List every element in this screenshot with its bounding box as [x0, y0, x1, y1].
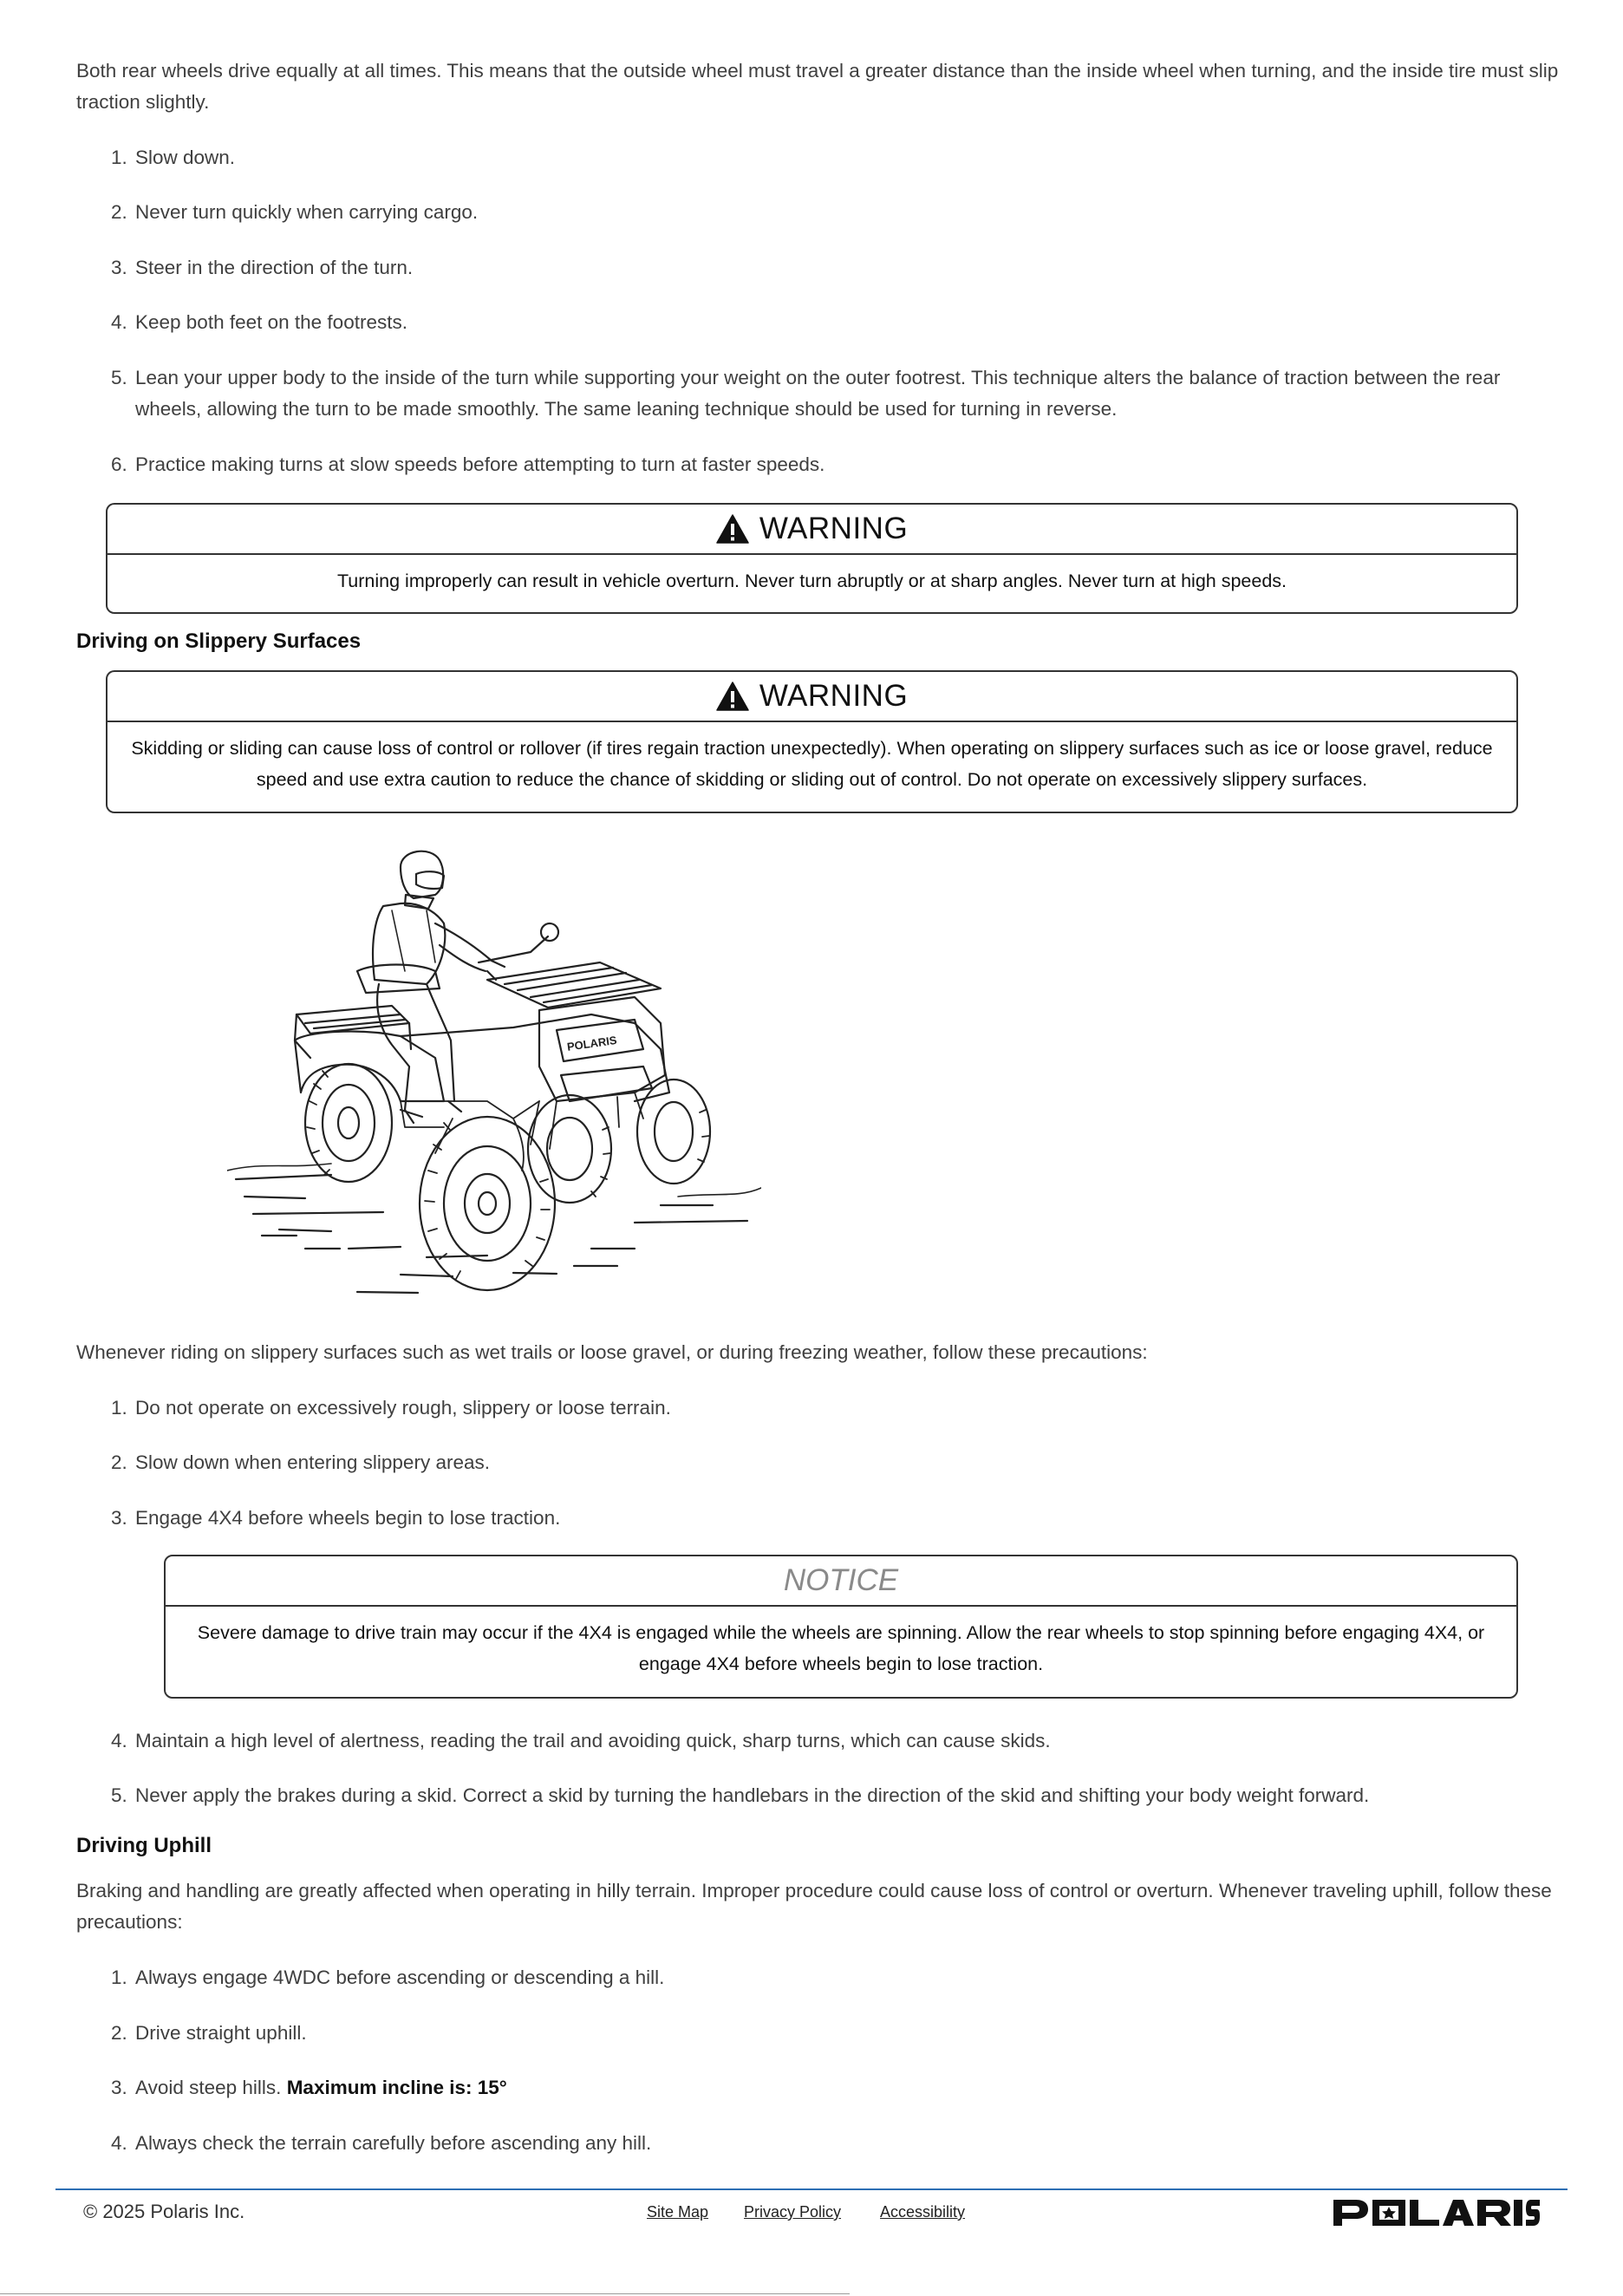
- list-item: 1. Do not operate on excessively rough, slippery or loose terrain.: [111, 1397, 671, 1419]
- list-item: 3. Avoid steep hills. Maximum incline is: 15°: [111, 2077, 507, 2098]
- warning-title: WARNING: [759, 679, 909, 713]
- max-incline-value: Maximum incline is: 15°: [286, 2077, 507, 2098]
- list-item: 3. Engage 4X4 before wheels begin to lose traction.: [111, 1507, 561, 1529]
- uphill-intro: Braking and handling are greatly affected when operating in hilly terrain. Improper procedure could cause loss of control or overturn. Whenever traveling uphill, follow these precautions:: [76, 1880, 1552, 1933]
- slippery-intro: Whenever riding on slippery surfaces such as wet trails or loose gravel, or during freezing weather, follow these precautions:: [76, 1341, 1148, 1363]
- section-heading-uphill: Driving Uphill: [76, 1834, 212, 1857]
- warning-text: Turning improperly can result in vehicle overturn. Never turn abruptly or at sharp angles. Never turn at high speeds.: [336, 571, 1287, 591]
- warning-text: Skidding or sliding can cause loss of control or rollover (if tires regain traction unexpectedly). When operating on slippery surfaces such as ice or loose gravel, reduce speed and use extra caution to reduce the chance of skidding or sliding out of control. Do not operate on excessively slippery surfaces.: [131, 738, 1493, 790]
- warning-header: [108, 672, 1516, 722]
- list-item: 2. Slow down when entering slippery areas.: [111, 1451, 490, 1473]
- intro-paragraph: Both rear wheels drive equally at all times. This means that the outside wheel must travel a greater distance than the inside wheel when turning, and the inside tire must slip traction slightly.: [76, 60, 1559, 113]
- page-cut-edge: [0, 2293, 850, 2294]
- list-item: 3. Steer in the direction of the turn.: [111, 257, 414, 278]
- svg-text:POLARIS: POLARIS: [566, 1033, 618, 1053]
- list-item: 2. Drive straight uphill.: [111, 2022, 307, 2044]
- list-item: 2. Never turn quickly when carrying cargo.: [111, 201, 479, 223]
- site-map-link[interactable]: Site Map: [647, 2203, 709, 2221]
- copyright-text: © 2025 Polaris Inc.: [83, 2201, 245, 2222]
- list-item: 4. Maintain a high level of alertness, reading the trail and avoiding quick, sharp turns, which can cause skids.: [111, 1730, 1051, 1751]
- list-item: 5. Lean your upper body to the inside of the turn while supporting your weight on the outer footrest. This technique alters the balance of traction between the rear wheels, allowing the turn to be made smoothly. The same leaning technique should be used for turning in reverse.: [111, 367, 1501, 420]
- footer-divider: [55, 2188, 1568, 2190]
- list-item: 6. Practice making turns at slow speeds before attempting to turn at faster speeds.: [111, 453, 825, 475]
- warning-triangle-icon: [716, 514, 749, 544]
- warning-box: [106, 670, 1518, 813]
- warning-triangle-icon: [716, 682, 749, 711]
- privacy-policy-link[interactable]: Privacy Policy: [744, 2203, 842, 2221]
- list-item: 1. Slow down.: [111, 147, 236, 168]
- accessibility-link[interactable]: Accessibility: [880, 2203, 966, 2221]
- warning-title: WARNING: [759, 512, 909, 545]
- atv-rider-illustration-icon: [227, 841, 761, 1309]
- list-item: 1. Always engage 4WDC before ascending or descending a hill.: [111, 1967, 665, 1988]
- section-heading-slippery: Driving on Slippery Surfaces: [76, 629, 362, 653]
- list-item: 4. Keep both feet on the footrests.: [111, 311, 407, 333]
- warning-box: [106, 503, 1518, 614]
- notice-header: [166, 1556, 1516, 1607]
- polaris-logo[interactable]: [1332, 2197, 1540, 2228]
- list-item: 5. Never apply the brakes during a skid. Correct a skid by turning the handlebars in the direction of the skid and shifting your body weight forward.: [111, 1784, 1370, 1806]
- warning-header: [108, 505, 1516, 555]
- list-item: 4. Always check the terrain carefully before ascending any hill.: [111, 2132, 652, 2154]
- notice-box: [164, 1555, 1518, 1699]
- notice-title: NOTICE: [783, 1563, 899, 1597]
- notice-text: Severe damage to drive train may occur if the 4X4 is engaged while the wheels are spinning. Allow the rear wheels to stop spinning before engaging 4X4, or engage 4X4 before wheels begin to lose traction.: [197, 1622, 1485, 1674]
